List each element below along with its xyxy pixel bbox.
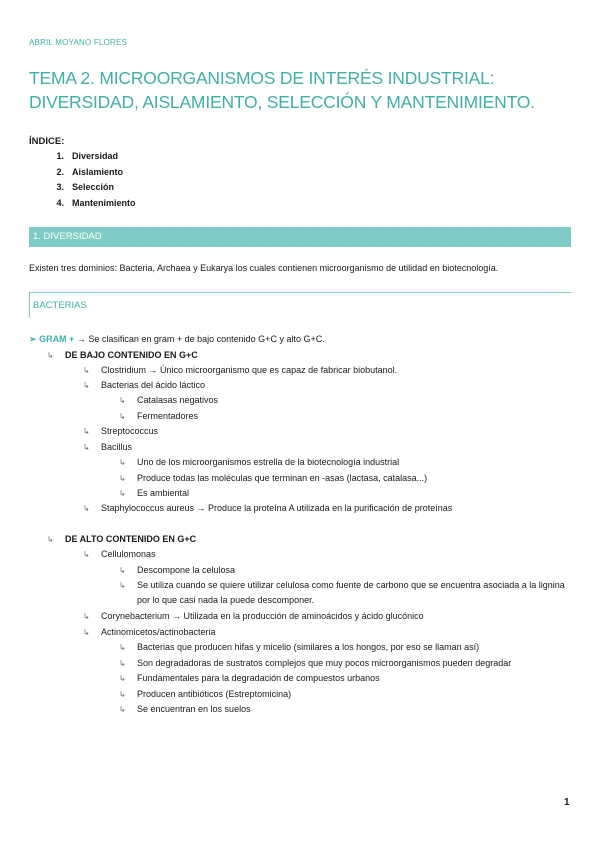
- list-item: ↳ Son degradadoras de sustratos complejos que muy pocos microorganismos pueden degradar: [119, 658, 512, 668]
- sub-arrow-icon: ↳: [119, 396, 126, 405]
- list-item: ↳ Catalasas negativos: [119, 395, 219, 405]
- square-bullet-icon: ■: [13, 820, 17, 826]
- index-list: [29, 149, 136, 211]
- index-item: 4. Mantenimiento: [56, 197, 136, 208]
- author-header: ABRIL MOYANO FLORES: [29, 38, 128, 47]
- sub-arrow-icon: ↳: [83, 628, 90, 637]
- list-item: ↳ Fundamentales para la degradación de compuestos urbanos: [119, 673, 380, 683]
- index-item: 3. Selección: [56, 182, 115, 192]
- glyph-legend: [8, 820, 17, 826]
- list-item: [119, 579, 137, 592]
- sub-arrow-icon: ↳: [119, 690, 126, 699]
- sub-arrow-icon: ↳: [83, 550, 90, 559]
- circle-bullet-icon: ○: [8, 820, 12, 826]
- sub-arrow-icon: ↳: [83, 612, 90, 621]
- page-number: 1: [564, 797, 570, 808]
- subsection-heading-bacterias: BACTERIAS: [29, 292, 571, 318]
- list-item: ↳ Streptococcus: [83, 426, 159, 436]
- list-item: ↳ Staphylococcus aureus → Produce la proteína A utilizada en la purificación de proteínas: [83, 503, 453, 513]
- sub-arrow-icon: ↳: [83, 366, 90, 375]
- index-label: ÍNDICE:: [29, 136, 65, 147]
- list-item: ↳ Uno de los microorganismos estrella de la biotecnología industrial: [119, 457, 400, 467]
- list-item: ↳ Fermentadores: [119, 411, 199, 421]
- list-item: ↳ Bacillus: [83, 442, 133, 452]
- sub-arrow-icon: ↳: [119, 412, 126, 421]
- intro-paragraph: Existen tres dominios: Bacteria, Archaea y Eukarya los cuales contienen microorganismo de utilidad en biotecnología.: [29, 263, 499, 273]
- list-item: ↳ Clostridium → Único microorganismo que es capaz de fabricar biobutanol.: [83, 365, 398, 375]
- list-item: ↳ Actinomicetos/actinobacteria: [83, 627, 216, 637]
- sub-arrow-icon: ↳: [83, 504, 90, 513]
- document-title: TEMA 2. MICROORGANISMOS DE INTERÉS INDUSTRIAL: DIVERSIDAD, AISLAMIENTO, SELECCIÓN Y MANTENIMIENTO.: [29, 68, 535, 112]
- sub-arrow-icon: ↳: [119, 458, 126, 467]
- sub-arrow-icon: ↳: [83, 443, 90, 452]
- list-item: ↳ Corynebacterium → Utilizada en la producción de aminoácidos y ácido glucónico: [83, 611, 424, 621]
- index-item: 1. Diversidad: [56, 151, 119, 161]
- sub-arrow-icon: ↳: [83, 381, 90, 390]
- sub-arrow-icon: ↳: [119, 581, 126, 590]
- list-item: ↳ Es ambiental: [119, 488, 190, 498]
- sub-arrow-icon: ↳: [119, 674, 126, 683]
- bajo-contenido-heading: ↳ DE BAJO CONTENIDO EN G+C: [47, 350, 198, 360]
- list-item: ↳ Se encuentran en los suelos: [119, 704, 251, 714]
- sub-arrow-icon: ↳: [119, 643, 126, 652]
- list-item-text-wrapped: Se utiliza cuando se quiere utilizar celulosa como fuente de carbono que se encuentra asociada a la lignina por lo que casi nada la puede descomponer.: [137, 580, 565, 605]
- list-item: ↳ Bacterias que producen hifas y micelio (similares a los hongos, por eso se llaman así): [119, 642, 480, 652]
- list-item: ↳ Produce todas las moléculas que terminan en -asas (lactasa, catalasa...): [119, 473, 428, 483]
- sub-arrow-icon: ↳: [47, 351, 54, 360]
- list-item: ↳ Descompone la celulosa: [119, 565, 236, 575]
- sub-arrow-icon: ↳: [83, 427, 90, 436]
- sub-arrow-icon: ↳: [119, 705, 126, 714]
- arrowhead-bullet-icon: ➢: [29, 334, 37, 344]
- sub-arrow-icon: ↳: [119, 474, 126, 483]
- sub-arrow-icon: ↳: [119, 659, 126, 668]
- gram-positive-line: ➢ GRAM + → Se clasifican en gram + de bajo contenido G+C y alto G+C.: [29, 334, 325, 344]
- sub-arrow-icon: ↳: [119, 566, 126, 575]
- sub-arrow-icon: ↳: [47, 535, 54, 544]
- list-item: ↳ Cellulomonas: [83, 549, 156, 559]
- sub-arrow-icon: ↳: [119, 489, 126, 498]
- index-item: 2. Aislamiento: [56, 166, 124, 177]
- list-item: ↳ Producen antibióticos (Estreptomicina): [119, 689, 292, 699]
- section-heading-diversidad: 1. DIVERSIDAD: [29, 227, 571, 247]
- list-item: ↳ Bacterias del ácido láctico: [83, 380, 206, 390]
- alto-contenido-heading: ↳ DE ALTO CONTENIDO EN G+C: [47, 534, 197, 544]
